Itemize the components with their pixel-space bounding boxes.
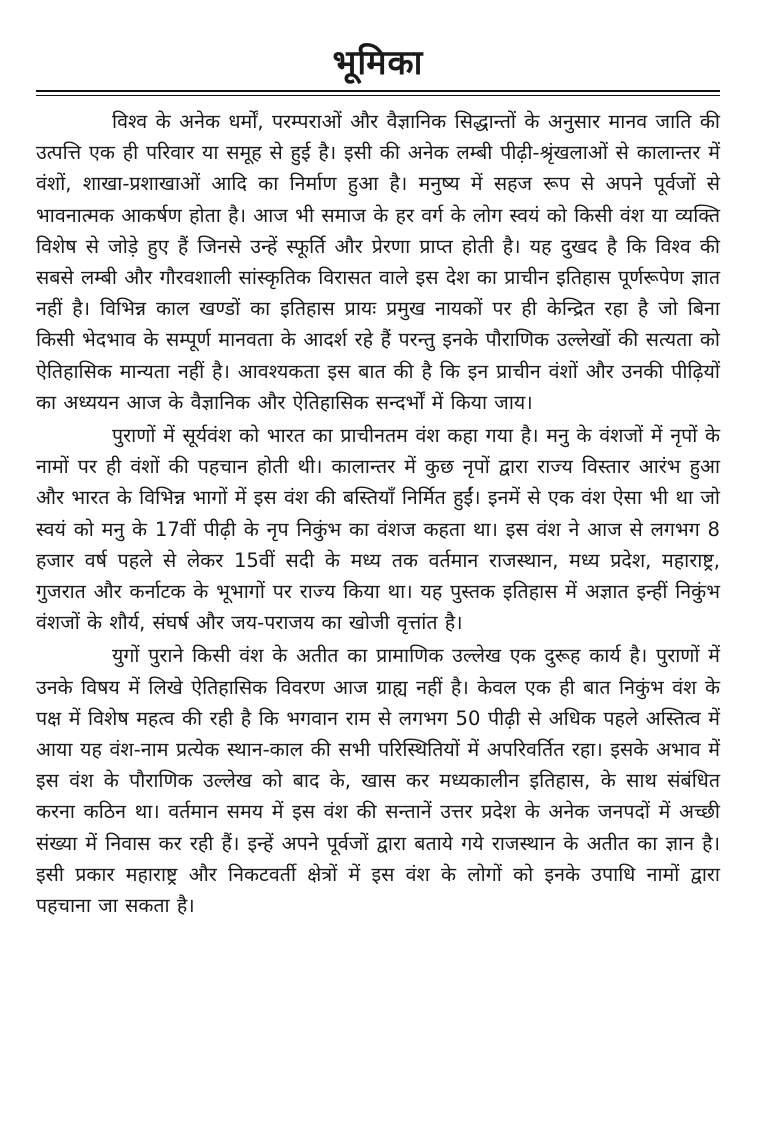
paragraph-1: विश्व के अनेक धर्मों, परम्पराओं और वैज्ञानिक सिद्धान्तों के अनुसार मानव जाति की उत्पत्ति एक ही परिवार या समूह से हुई है। इसी की अनेक लम्बी पीढ़ी-श्रृंखलाओं से कालान्तर में वंशों, शाखा-प्रशाखाओं आदि का निर्माण हुआ है। मनुष्य में सहज रूप से अपने पूर्वजों से भावनात्मक आकर्षण होता है। आज भी समाज के हर वर्ग के लोग स्वयं को किसी वंश या व्यक्ति विशेष से जोड़े हुए हैं जिनसे उन्हें स्फूर्ति और प्रेरणा प्राप्त होती है। यह दुखद है कि विश्व की सबसे लम्बी और गौरवशाली सांस्कृतिक विरासत वाले इस देश का प्राचीन इतिहास पूर्णरूपेण ज्ञात नहीं है। विभिन्न काल खण्डों का इतिहास प्रायः प्रमुख नायकों पर ही केन्द्रित रहा है जो बिना किसी भेदभाव के सम्पूर्ण मानवता के आदर्श रहे हैं परन्तु इनके पौराणिक उल्लेखों की सत्यता को ऐतिहासिक मान्यता नहीं है। आवश्यकता इस बात की है कि इन प्राचीन वंशों और उनकी पीढ़ियों का अध्ययन आज के वैज्ञानिक और ऐतिहासिक सन्दर्भों में किया जाय। (36, 110, 720, 414)
page-title: भूमिका (332, 43, 424, 83)
document-page (0, 40, 780, 1148)
paragraph-2: पुराणों में सूर्यवंश को भारत का प्राचीनतम वंश कहा गया है। मनु के वंशजों में नृपों के नामों पर ही वंशों की पहचान होती थी। कालान्तर में कुछ नृपों द्वारा राज्य विस्तार आरंभ हुआ और भारत के विभिन्न भागों में इस वंश की बस्तियाँ निर्मित हुईं। इनमें से एक वंश ऐसा भी था जो स्वयं को मनु के 17वीं पीढ़ी के नृप निकुंभ का वंशज कहता था। इस वंश ने आज से लगभग 8 हजार वर्ष पहले से लेकर 15वीं सदी के मध्य तक वर्तमान राजस्थान, मध्य प्रदेश, महाराष्ट्र, गुजरात और कर्नाटक के भूभागों पर राज्य किया था। यह पुस्तक इतिहास में अज्ञात इन्हीं निकुंभ वंशजों के शौर्य, संघर्ष और जय-पराजय का खोजी वृत्तांत है। (36, 424, 720, 635)
body-text (36, 106, 720, 921)
paragraph-3: युगों पुराने किसी वंश के अतीत का प्रामाणिक उल्लेख एक दुरूह कार्य है। पुराणों में उनके विषय में लिखे ऐतिहासिक विवरण आज ग्राह्य नहीं है। केवल एक ही बात निकुंभ वंश के पक्ष में विशेष महत्व की रही है कि भगवान राम से लगभग 50 पीढ़ी से अधिक पहले अस्तित्व में आया यह वंश-नाम प्रत्येक स्थान-काल की सभी परिस्थितियों में अपरिवर्तित रहा। इसके अभाव में इस वंश के पौराणिक उल्लेख को बाद के, खास कर मध्यकालीन इतिहास, के साथ संबंधित करना कठिन था। वर्तमान समय में इस वंश की सन्तानें उत्तर प्रदेश के अनेक जनपदों में अच्छी संख्या में निवास कर रही हैं। इन्हें अपने पूर्वजों द्वारा बताये गये राजस्थान के अतीत का ज्ञान है। इसी प्रकार महाराष्ट्र और निकटवर्ती क्षेत्रों में इस वंश के लोगों को इनके उपाधि नामों द्वारा पहचाना जा सकता है। (36, 644, 720, 918)
title-underline (36, 90, 720, 96)
